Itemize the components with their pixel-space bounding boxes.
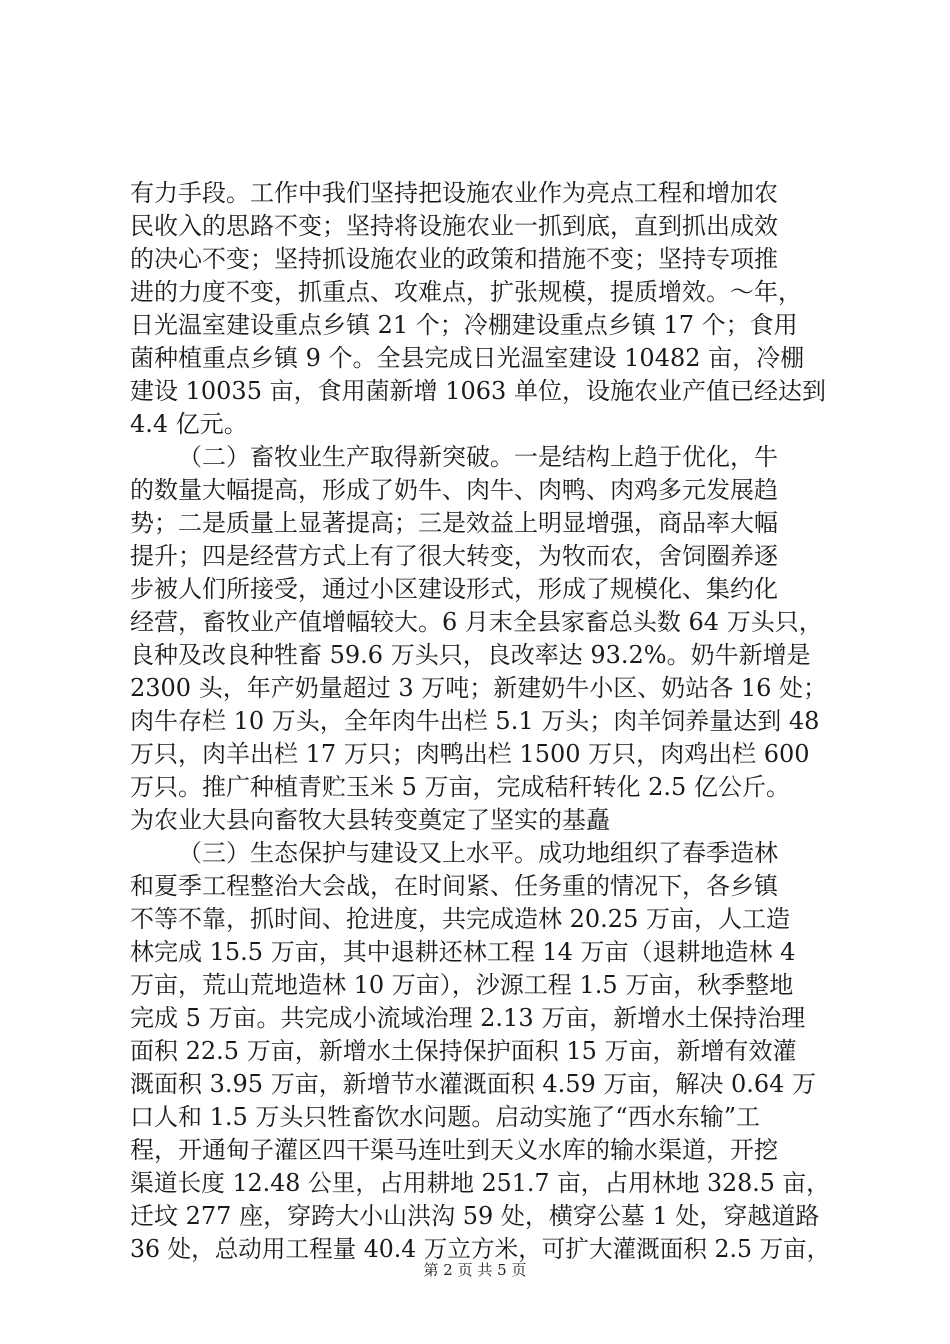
text-line: 不等不靠，抓时间、抢进度，共完成造林 20.25 万亩，人工造 (130, 905, 790, 933)
text-line: 为农业大县向畜牧大县转变奠定了坚实的基矗 (130, 806, 610, 834)
paragraph-start-line: （二）畜牧业生产取得新突破。一是结构上趋于优化，牛 (178, 443, 778, 471)
text-line: 的数量大幅提高，形成了奶牛、肉牛、肉鸭、肉鸡多元发展趋 (130, 476, 778, 504)
text-line: 渠道长度 12.48 公里，占用耕地 251.7 亩，占用林地 328.5 亩， (130, 1169, 830, 1197)
text-line: 4.4 亿元。 (130, 410, 248, 438)
text-line: 万亩，荒山荒地造林 10 万亩），沙源工程 1.5 万亩，秋季整地 (130, 971, 794, 999)
text-line: 万只。推广种植青贮玉米 5 万亩，完成秸秆转化 2.5 亿公斤。 (130, 773, 790, 801)
text-line: 建设 10035 亩，食用菌新增 1063 单位，设施农业产值已经达到 (130, 377, 826, 405)
text-line: 完成 5 万亩。共完成小流域治理 2.13 万亩，新增水土保持治理 (130, 1004, 806, 1032)
text-line: 菌种植重点乡镇 9 个。全县完成日光温室建设 10482 亩，冷棚 (130, 344, 805, 372)
paragraph-start-line: （三）生态保护与建设又上水平。成功地组织了春季造林 (178, 839, 778, 867)
text-line: 36 处，总动用工程量 40.4 万立方米，可扩大灌溉面积 2.5 万亩， (130, 1235, 831, 1263)
text-line: 面积 22.5 万亩，新增水土保持保护面积 15 万亩，新增有效灌 (130, 1037, 797, 1065)
text-line: 经营，畜牧业产值增幅较大。6 月末全县家畜总头数 64 万头只， (130, 608, 823, 636)
page-footer: 第 2 页 共 5 页 (423, 1261, 527, 1279)
text-line: 的决心不变；坚持抓设施农业的政策和措施不变；坚持专项推 (130, 245, 778, 273)
document-body (130, 177, 830, 1266)
text-line: 万只，肉羊出栏 17 万只；肉鸭出栏 1500 万只，肉鸡出栏 600 (130, 740, 810, 768)
text-line: 程，开通甸子灌区四干渠马连吐到天义水库的输水渠道，开挖 (130, 1136, 778, 1164)
text-line: 提升；四是经营方式上有了很大转变，为牧而农，舍饲圈养逐 (130, 542, 778, 570)
text-line: 肉牛存栏 10 万头，全年肉牛出栏 5.1 万头；肉羊饲养量达到 48 (130, 707, 820, 735)
text-line: 林完成 15.5 万亩，其中退耕还林工程 14 万亩（退耕地造林 4 (130, 938, 796, 966)
text-line: 良种及改良种牲畜 59.6 万头只，良改率达 93.2%。奶牛新增是 (130, 641, 811, 669)
text-line: 和夏季工程整治大会战，在时间紧、任务重的情况下，各乡镇 (130, 872, 778, 900)
text-line: 口人和 1.5 万头只牲畜饮水问题。启动实施了“西水东输”工 (130, 1103, 760, 1131)
text-line: 步被人们所接受，通过小区建设形式，形成了规模化、集约化 (130, 575, 778, 603)
text-line: 迁坟 277 座，穿跨大小山洪沟 59 处，横穿公墓 1 处，穿越道路 (130, 1202, 820, 1230)
text-line: 势；二是质量上显著提高；三是效益上明显增强，商品率大幅 (130, 509, 778, 537)
text-line: 日光温室建设重点乡镇 21 个；冷棚建设重点乡镇 17 个；食用 (130, 311, 798, 339)
text-line: 民收入的思路不变；坚持将设施农业一抓到底，直到抓出成效 (130, 212, 778, 240)
text-line: 2300 头，年产奶量超过 3 万吨；新建奶牛小区、奶站各 16 处； (130, 674, 828, 702)
text-line: 溉面积 3.95 万亩，新增节水灌溉面积 4.59 万亩，解决 0.64 万 (130, 1070, 817, 1098)
text-line: 进的力度不变，抓重点、攻难点，扩张规模，提质增效。～年， (130, 278, 802, 306)
text-line: 有力手段。工作中我们坚持把设施农业作为亮点工程和增加农 (130, 179, 778, 207)
